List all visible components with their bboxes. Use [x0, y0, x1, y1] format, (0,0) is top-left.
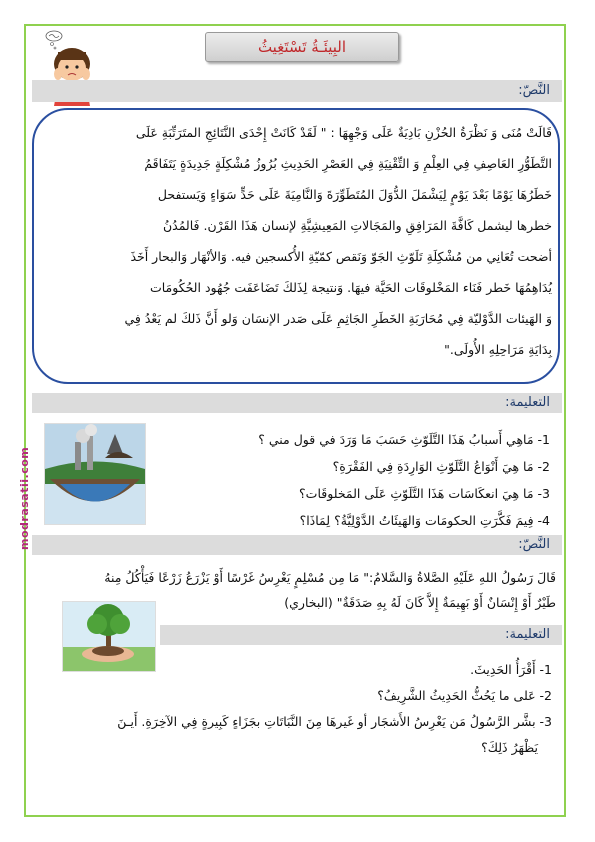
- passage-line: خَطَرُهَا يَوْمًا بَعْدَ يَوْمٍ لِيَشْمَلَ الدُّوَلَ المُتَطَوِّرَةَ وَالنَّامِيَةَ عَلَى حَدٍّ سَوَاءٍ وَيَستفحل: [157, 187, 552, 202]
- instruction-item: 4- فِيمَ فَكَّرَتِ الحكومَات وَالهَيئَاتُ الدَّوْلِيَّةُ؟ لِمَاذَا؟: [299, 513, 550, 528]
- instruction-item: 3- مَا هِيَ انعكَاسَات هَذَا التَّلَوّثِ عَلَى المَخلوقَات؟: [299, 486, 550, 501]
- section-header-text-2: النَّصّ:: [32, 535, 562, 555]
- instruction-item: 1- مَاهِي أَسبابُ هَذَا التَّلَوّثِ حَسَبَ مَا وَرَدَ في قول مني ؟: [258, 432, 550, 447]
- section-header-instructions: التعليمة:: [32, 393, 562, 413]
- instruction-item: يَظْهَرُ ذَلِكَ؟: [481, 740, 538, 755]
- instruction-item: 3- بشَّر الرَّسُولُ مَن يَغْرِسُ الأَشجَار أو غَيرهَا مِنَ النَّبَاتَاتِ بجَزَاءٍ كَبِيرةٍ فِي الآخِرَةِ. أَيـنَ: [117, 714, 552, 729]
- passage-line: وَ الهَيئات الدَّوْليّة فِي مُحَارَبَةِ الخَطَرِ الجَاثِمِ عَلَى صَدر الإنسَان وَلو أَنَّ ذَلكَ لم يَعْدُ فِي: [124, 311, 552, 326]
- instruction-list-2: [44, 657, 552, 761]
- passage-line: يُدَاهِمُهَا خَطر فَنَاء المَخْلوقَات الحَيَّة فيهَا. وَنتيجة لِذَلكَ تَضَاعَفَت جُهُود الحُكُومَات: [149, 280, 552, 295]
- polluted-earth-image: [44, 423, 146, 525]
- page-title: البِيئَـةُ تَسْتَغِيثُ: [205, 32, 399, 62]
- passage-line: بِدَايَةِ مَرَاحِلِهِ الأُولَى.": [444, 342, 552, 357]
- instruction-list-1: [170, 426, 550, 534]
- section-header-instructions-2: التعليمة:: [160, 625, 562, 645]
- passage-line: قَالَتْ مُنَى وَ نَظْرَةُ الحُزْنِ بَادِيَةٌ عَلَى وَجْهِهَا : " لَقَدْ كَانَتْ إِحْدَى النَّتَائِجِ المتَرَتِّبَةِ عَلَى: [135, 125, 552, 140]
- section-header-text: النَّصّ:: [32, 80, 562, 102]
- instruction-item: 2- مَا هِيَ أَنْوَاعُ التَّلَوّثِ الوَارِدَةِ فِي الفَقْرَةِ؟: [332, 459, 550, 474]
- passage-text: [52, 117, 552, 365]
- instruction-item: 1- أَقْرَأُ الحَدِيثَ.: [470, 662, 552, 677]
- passage-line: أضحت تُعَانِي من مُشْكِلَةِ تَلَوّثِ الجَوّ وَنَقص كمّيّةِ الأُكسجين فيه. وَالأنْهَار وَالبحار أَخَذَ: [130, 249, 552, 264]
- hadith-line: طَيْرٌ أَوْ إِنْسَانٌ أَوْ بَهِيمَةٌ إِلاَّ كَانَ لَهُ بِهِ صَدَقَةٌ" (البخاري): [284, 595, 556, 610]
- passage-line: التَّطَوُّرِ العَاصِفِ فِي العِلْمِ وَ التِّقْنِيَةِ فِي العَصْرِ الحَدِيثِ بُرُوزُ مُشْكِلَةٍ جَدِيدَةٍ يَتَفَاقَمُ: [144, 156, 552, 171]
- passage-line: خطرها ليشمل كَافَّةَ المَرَافِقِ والمَجَالاتِ المَعِيشِيَّةِ لإنسان هَذَا القَرْن. فَالمُدُنُ: [162, 218, 552, 233]
- site-watermark: modrasatii.com: [18, 446, 31, 550]
- instruction-item: 2- عَلى ما يَحُثُّ الحَدِيثُ الشَّرِيفُ؟: [377, 688, 552, 703]
- hadith-line: قَالَ رَسُولُ اللهِ عَلَيْهِ الصَّلاةُ وَالسَّلامُ:" مَا مِن مُسْلِمٍ يَغْرِسُ غَرْسًا أَوْ يَزْرَعُ زَرْعًا فَيَأْكُلُ مِنهُ: [104, 570, 556, 585]
